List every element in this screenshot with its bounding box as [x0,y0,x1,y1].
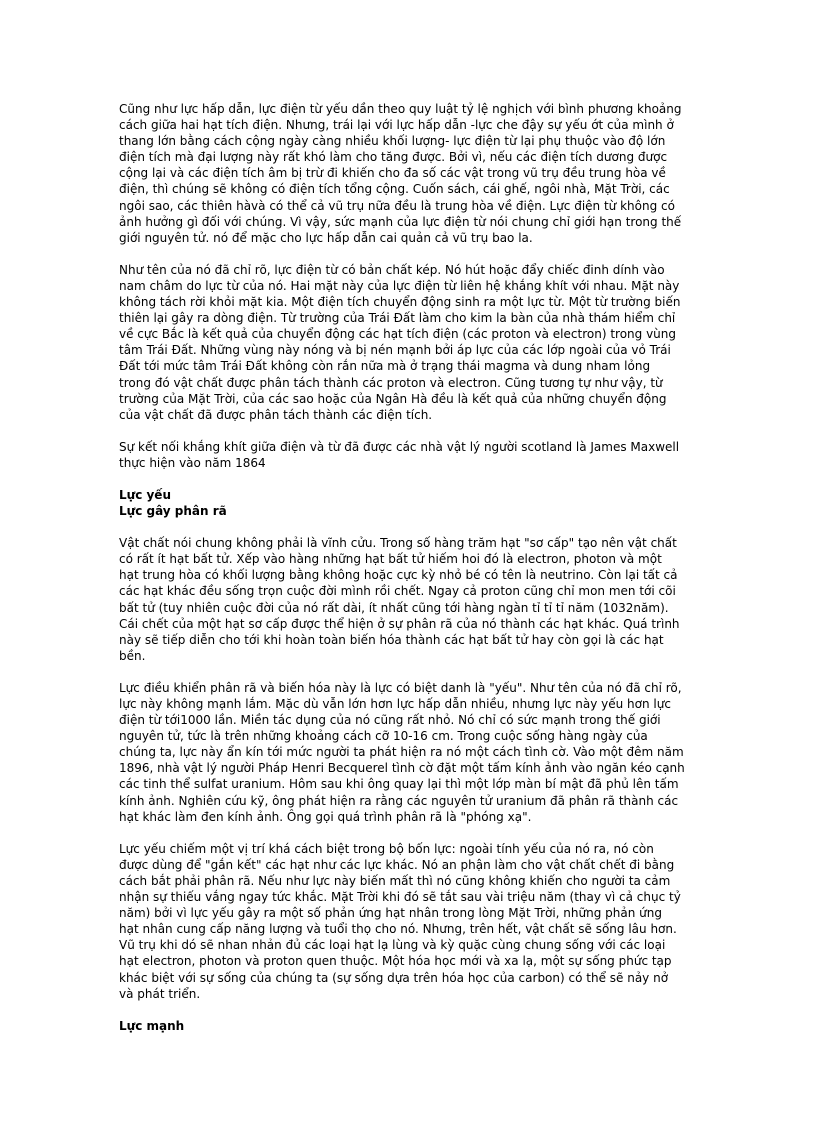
section-heading-group [119,487,685,519]
paragraph-em-dual-nature: Như tên của nó đã chỉ rõ, lực điện từ có bản chất kép. Nó hút hoặc đẩy chiếc đinh dính vào nam châm do lực từ của nó. Hai mặt này của lực điện từ liên hệ khắng khít với nhau. Mặt này không tách rời khỏi mặt kia. Một điện tích chuyển động sinh ra một lực từ. Một từ trường biến thiên lại gây ra dòng điện. Từ trường của Trái Đất làm cho kim la bàn của nhà thám hiểm chỉ về cực Bắc là kết quả của chuyển động các hạt tích điện (các proton và electron) trong vùng tâm Trái Đất. Những vùng này nóng và bị nén mạnh bởi áp lực của các lớp ngoài của vỏ Trái Đất tới mức tâm Trái Đất không còn rắn nữa mà ở trạng thái magma và dung nham lỏng trong đó vật chất được phân tách thành các proton và electron. Cũng tương tự như vậy, từ trường của Mặt Trời, của các sao hoặc của Ngân Hà đều là kết quả của những chuyển động của vật chất đã được phân tách thành các điện tích. [119,262,681,422]
heading-strong-force: Lực mạnh [119,1018,185,1033]
paragraph-weak-force-control: Lực điều khiển phân rã và biến hóa này là lực có biệt danh là "yếu". Như tên của nó đã chỉ rõ, lực này không mạnh lắm. Mặc dù vẫn lớn hơn lực hấp dẫn nhiều, nhưng lực này yếu hơn lực điện từ tới1000 lần. Miền tác dụng của nó cũng rất nhỏ. Nó chỉ có sức mạnh trong thế giới nguyên tử, tức là trên những khoảng cách cỡ 10-16 cm. Trong cuộc sống hàng ngày của chúng ta, lực này ẩn kín tới mức người ta phát hiện ra nó một cách tình cờ. Vào một đêm năm 1896, nhà vật lý người Pháp Henri Becquerel tình cờ đặt một tấm kính ảnh vào ngăn kéo cạnh các tinh thể sulfat uranium. Hôm sau khi ông quay lại thì một lớp màn bí mật đã phủ lên tấm kính ảnh. Nghiên cứu kỹ, ông phát hiện ra rằng các nguyên tử uranium đã phân rã thành các hạt khác làm đen kính ảnh. Ông gọi quá trình phân rã là "phóng xạ". [119,680,685,824]
paragraph-matter-not-eternal: Vật chất nói chung không phải là vĩnh cửu. Trong số hàng trăm hạt "sơ cấp" tạo nên vật chất có rất ít hạt bất tử. Xếp vào hàng những hạt bất tử hiếm hoi đó là electron, photon và một hạt trung hòa có khối lượng bằng không hoặc cực kỳ nhỏ bé có tên là neutrino. Còn lại tất cả các hạt khác đều sống trọn cuộc đời mình rồi chết. Ngay cả proton cũng chỉ mon men tới cõi bất tử (tuy nhiên cuộc đời của nó rất dài, ít nhất cũng tới hàng ngàn tỉ tỉ tỉ năm (1032năm). Cái chết của một hạt sơ cấp được thể hiện ở sự phân rã của nó thành các hạt khác. Quá trình này sẽ tiếp diễn cho tới khi hoàn toàn biến hóa thành các hạt bất tử hay còn gọi là các hạt bền. [119,536,680,663]
paragraph-weak-force-position: Lực yếu chiếm một vị trí khá cách biệt trong bộ bốn lực: ngoài tính yếu của nó ra, nó còn được dùng để "gắn kết" các hạt như các lực khác. Nó an phận làm cho vật chất chết đi bằng cách bắt phải phân rã. Nếu như lực này biến mất thì nó cũng không khiến cho người ta cảm nhận sự thiếu vắng ngay tức khắc. Mặt Trời khi đó sẽ tắt sau vài triệu năm (thay vì cả chục tỷ năm) bởi vì lực yếu gây ra một số phản ứng hạt nhân trong lòng Mặt Trời, những phản ứng hạt nhân cung cấp năng lượng và tuổi thọ cho nó. Nhưng, trên hết, vật chất sẽ sống lâu hơn. Vũ trụ khi dó sẽ nhan nhản đủ các loại hạt lạ lùng và kỳ quặc cùng chung sống với các loại hạt electron, photon và proton quen thuộc. Một hóa học mới và xa lạ, một sự sống phức tạp khác biệt với sự sống của chúng ta (sự sống dựa trên hóa học của carbon) có thể sẽ nảy nở và phát triển. [119,841,681,1001]
heading-decay-force: Lực gây phân rã [119,504,227,519]
heading-weak-force: Lực yếu [119,487,171,502]
document-page [119,101,685,1034]
paragraph-maxwell: Sự kết nối khắng khít giữa điện và từ đã được các nhà vật lý người scotland là James Maxwell thực hiện vào năm 1864 [119,439,680,470]
paragraph-em-distance: Cũng như lực hấp dẫn, lực điện từ yếu dần theo quy luật tỷ lệ nghịch với bình phương khoảng cách giữa hai hạt tích điện. Nhưng, trái lại với lực hấp dẫn -lực che đậy sự yếu ớt của mình ở thang lớn bằng cách cộng ngày càng nhiều khối lượng- lực điện từ lại phụ thuộc vào độ lớn điện tích mà đại lượng này rất khó làm cho tăng được. Bởi vì, nếu các điện tích dương được cộng lại và các điện tích âm bị trừ đi khiến cho đa số các vật trong vũ trụ đều trung hòa về điện, thì chúng sẽ không có điện tích tổng cộng. Cuốn sách, cái ghế, ngôi nhà, Mặt Trời, các ngôi sao, các thiên hàvà có thể cả vũ trụ nữa đều là trung hòa về điện. Lực điện từ không có ảnh hưởng gì đối với chúng. Vì vậy, sức mạnh của lực điện từ nói chung chỉ giới hạn trong thế giới nguyên tử. nó để mặc cho lực hấp dẫn cai quản cả vũ trụ bao la. [119,102,682,245]
